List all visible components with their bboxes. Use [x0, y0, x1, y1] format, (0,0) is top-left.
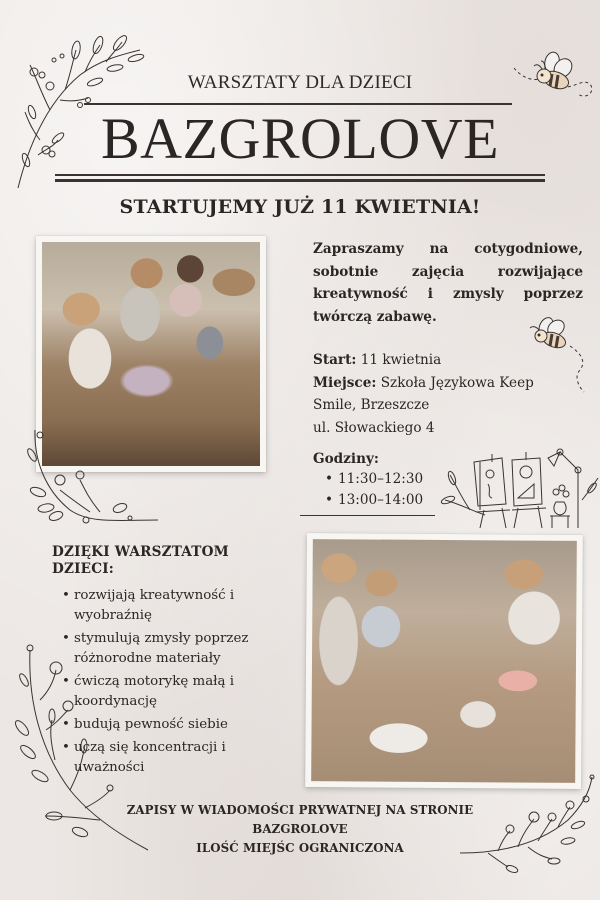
footer-line3: ILOŚĆ MIEJŚC OGRANICZONA — [196, 841, 404, 855]
benefit-item: • uczą się koncentracji i uważności — [62, 738, 277, 778]
top-rule — [84, 103, 512, 105]
hours-heading: Godziny: — [313, 451, 379, 467]
benefit-item: • stymulują zmysły poprzez różnorodne materiały — [62, 629, 282, 669]
easels-illustration-icon — [440, 440, 600, 530]
benefit-item: • budują pewność siebie — [62, 715, 302, 735]
start-banner: STARTUJEMY JUŻ 11 KWIETNIA! — [119, 196, 481, 218]
start-label: Start: — [313, 352, 357, 368]
photo-children-crafting — [305, 533, 583, 789]
start-row — [313, 349, 583, 372]
footer-line2: BAZGROLOVE — [252, 822, 348, 836]
hours-divider — [300, 515, 435, 516]
pre-title: WARSZTATY DLA DZIECI — [187, 72, 413, 93]
benefit-item: • ćwiczą motorykę małą i koordynację — [62, 672, 267, 712]
photo-image — [311, 539, 577, 783]
benefits-heading — [52, 544, 282, 578]
place-value-line2: Smile, Brzeszcze — [313, 397, 430, 413]
place-row — [313, 372, 583, 395]
place-label: Miejsce: — [313, 374, 377, 391]
title-double-rule-upper — [55, 174, 545, 176]
place-value-line3: ul. Słowackiego 4 — [313, 419, 435, 436]
event-details — [313, 349, 583, 439]
hours-item: • 13:00–14:00 — [325, 490, 423, 511]
hours-item: • 11:30–12:30 — [325, 469, 423, 490]
benefit-item: • rozwijają kreatywność i wyobraźnię — [62, 586, 272, 626]
page-title: BAZGROLOVE — [100, 106, 500, 171]
intro-text: Zapraszamy na cotygodniowe, sobotnie zajęcia rozwijające kreatywność i zmysly poprzez twórczą zabawę. — [313, 241, 583, 325]
title-double-rule-lower — [55, 179, 545, 182]
place-value-line1: Szkoła Językowa Keep — [380, 374, 534, 391]
start-value: 11 kwietnia — [360, 352, 442, 368]
benefits-heading-line1: DZIĘKI WARSZTATOM — [52, 544, 229, 560]
footer-line1: ZAPISY W WIADOMOŚCI PRYWATNEJ NA STRONIE — [126, 803, 474, 817]
floral-branch-icon — [10, 420, 160, 530]
hours-list — [325, 469, 423, 511]
footer-signup-info — [0, 801, 600, 858]
benefits-heading-line2: DZIECI: — [52, 561, 115, 577]
